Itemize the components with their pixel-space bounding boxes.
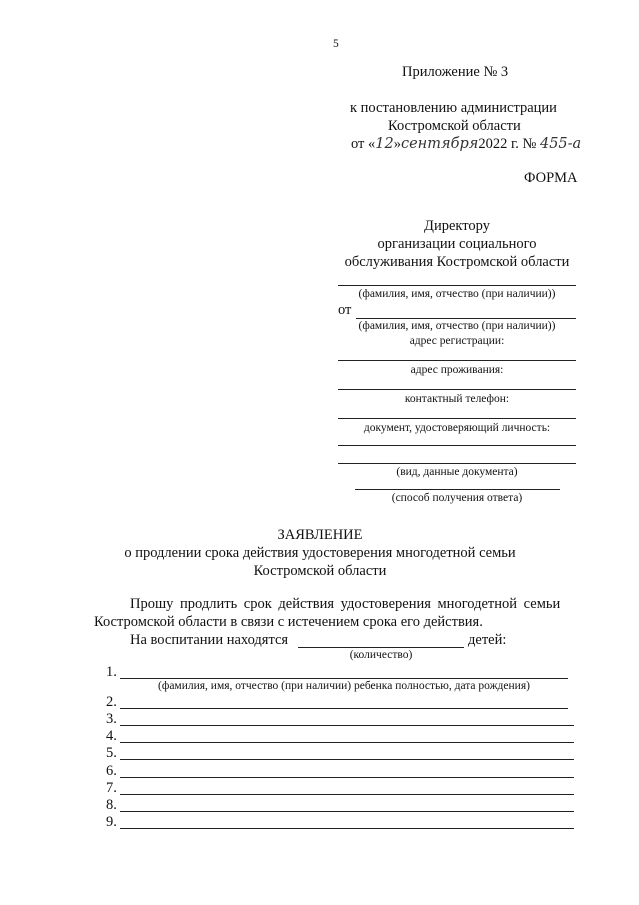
row-line	[120, 759, 574, 760]
row-line	[120, 678, 568, 679]
reply-hint: (способ получения ответа)	[391, 492, 523, 504]
row-number: 7.	[106, 780, 117, 796]
body-line1: Прошу продлить срок действия удостоверения многодетной семьи	[130, 596, 561, 612]
row-line	[120, 794, 574, 795]
reg-address-line	[338, 360, 576, 361]
resolution-date	[351, 136, 581, 153]
row-line	[120, 828, 574, 829]
body-line2: Костромской области в связи с истечением срока его действия.	[94, 614, 483, 630]
reply-line	[355, 489, 560, 490]
date-mid: »	[393, 136, 401, 152]
row-number: 2.	[106, 694, 117, 710]
fio-line	[338, 285, 576, 286]
row-number: 6.	[106, 763, 117, 779]
id-document-line2	[338, 463, 576, 464]
row-number: 8.	[106, 797, 117, 813]
from-line	[356, 318, 576, 319]
children-suffix: детей:	[468, 632, 507, 648]
row-line	[120, 811, 574, 812]
fio-hint2: (фамилия, имя, отчество (при наличии))	[358, 320, 556, 332]
row-number: 3.	[106, 711, 117, 727]
form-label: ФОРМА	[524, 170, 578, 186]
appendix-label: Приложение № 3	[402, 64, 509, 80]
live-address-label: адрес проживания:	[410, 364, 504, 376]
reg-address-label: адрес регистрации:	[409, 335, 505, 347]
doc-hint: (вид, данные документа)	[396, 466, 518, 478]
children-prefix: На воспитании находятся	[130, 632, 289, 648]
phone-line	[338, 418, 576, 419]
child-hint: (фамилия, имя, отчество (при наличии) ребенка полностью, дата рождения)	[158, 680, 530, 692]
phone-label: контактный телефон:	[404, 393, 510, 405]
id-document-label: документ, удостоверяющий личность:	[363, 422, 551, 434]
row-line	[120, 742, 574, 743]
date-month: сентября	[400, 136, 479, 152]
row-line	[120, 725, 574, 726]
addressee-line2: организации социального	[377, 236, 537, 252]
id-document-line1	[338, 445, 576, 446]
region-label: Костромской области	[388, 118, 521, 134]
addressee-line3: обслуживания Костромской области	[344, 254, 570, 270]
addressee-line1: Директору	[424, 218, 490, 234]
resolution-label: к постановлению администрации	[350, 100, 557, 116]
row-number: 1.	[106, 664, 117, 680]
row-number: 5.	[106, 745, 117, 761]
children-count-line	[298, 647, 464, 648]
document-subtitle2: Костромской области	[253, 563, 387, 579]
document-title: ЗАЯВЛЕНИЕ	[277, 527, 363, 543]
page-number: 5	[333, 38, 339, 50]
count-hint: (количество)	[349, 649, 413, 661]
live-address-line	[338, 389, 576, 390]
fio-hint: (фамилия, имя, отчество (при наличии))	[358, 288, 556, 300]
date-year: 2022 г. №	[478, 136, 537, 152]
document-subtitle1: о продлении срока действия удостоверения многодетной семьи	[124, 545, 516, 561]
row-number: 9.	[106, 814, 117, 830]
date-day: 12	[375, 136, 394, 152]
row-line	[120, 777, 574, 778]
row-number: 4.	[106, 728, 117, 744]
date-number: 455-а	[539, 136, 582, 152]
from-label: от	[338, 302, 352, 318]
row-line	[120, 708, 568, 709]
date-prefix: от «	[351, 136, 376, 152]
